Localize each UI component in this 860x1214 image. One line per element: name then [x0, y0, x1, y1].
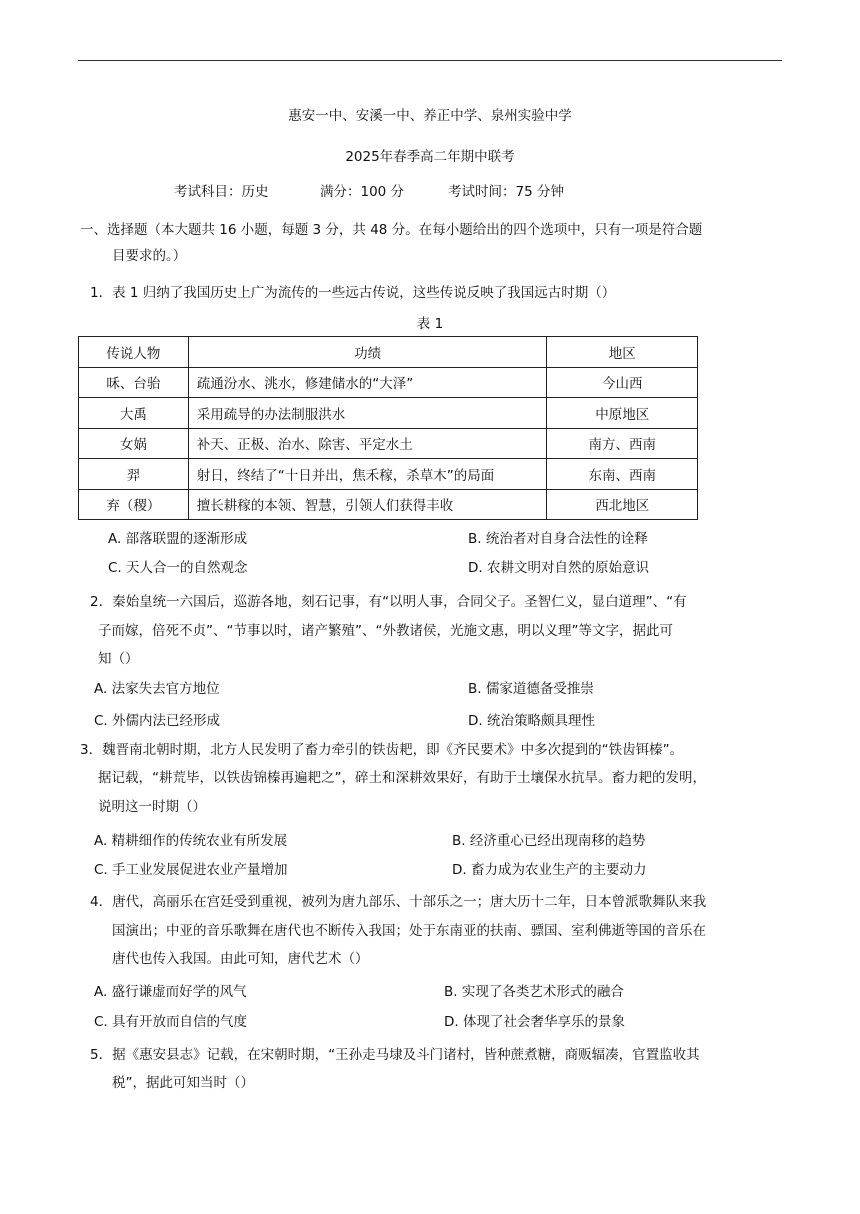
exam-subject: 考试科目：历史: [174, 184, 269, 200]
table-row: [79, 428, 698, 459]
question-1-option-b: B. 统治者对自身合法性的诠释: [468, 531, 648, 547]
table-row: [79, 398, 698, 429]
table-row: [79, 367, 698, 398]
section-heading-cont: 目要求的。）: [112, 248, 187, 264]
question-2-option-d: D. 统治策略颇具理性: [468, 713, 595, 729]
question-3-stem: 说明这一时期（）: [98, 799, 206, 815]
question-4-stem: 国演出；中亚的音乐歌舞在唐代也不断传入我国；处于东南亚的扶南、骠国、室利佛逝等国的音乐在: [112, 923, 706, 939]
question-4-option-c: C. 具有开放而自信的气度: [94, 1014, 248, 1030]
table-cell-figure: 羿: [79, 459, 189, 490]
question-3-option-d: D. 畜力成为农业生产的主要动力: [452, 862, 647, 878]
question-1-stem: 1．表 1 归纳了我国历史上广为流传的一些远古传说，这些传说反映了我国远古时期（）: [90, 285, 616, 301]
full-score: 满分：100 分: [320, 184, 405, 200]
table-cell-deeds: 射日，终结了“十日并出，焦禾稼，杀草木”的局面: [188, 459, 547, 490]
school-names: 惠安一中、安溪一中、养正中学、泉州实验中学: [288, 108, 572, 124]
table-cell-figure: 咊、台骀: [79, 367, 189, 398]
question-2-option-a: A. 法家失去官方地位: [94, 681, 220, 697]
table-cell-region: 中原地区: [547, 398, 698, 429]
top-rule: [78, 60, 782, 61]
question-5-stem: 税”，据此可知当时（）: [112, 1075, 254, 1091]
question-3-stem: 据记载，“耕荒毕，以铁齿锦榛再遍耙之”，碎土和深耕效果好，有助于土壤保水抗旱。畜力耙的发明，: [98, 770, 706, 786]
table-header-deeds: 功绩: [188, 337, 547, 368]
question-4-stem: 唐代也传入我国。由此可知，唐代艺术（）: [112, 951, 369, 967]
table-row: [79, 459, 698, 490]
question-2-stem: 知（）: [98, 651, 139, 667]
question-2-stem: 子而嫁，倍死不贞”、“节事以时，诸产繁殖”、“外教诸侯，光施文惠，明以义理”等文字，据此可: [98, 623, 673, 639]
table-cell-region: 今山西: [547, 367, 698, 398]
question-1-option-a: A. 部落联盟的逐渐形成: [108, 531, 248, 547]
exam-time: 考试时间：75 分钟: [448, 184, 564, 200]
section-heading: 一、选择题（本大题共 16 小题，每题 3 分，共 48 分。在每小题给出的四个选项中，只有一项是符合题: [80, 222, 703, 238]
table-cell-deeds: 补天、正极、治水、除害、平定水土: [188, 428, 547, 459]
table-cell-figure: 大禹: [79, 398, 189, 429]
question-4-option-b: B. 实现了各类艺术形式的融合: [444, 984, 624, 1000]
question-2-option-c: C. 外儒内法已经形成: [94, 713, 221, 729]
table-header-region: 地区: [547, 337, 698, 368]
question-2-stem: 2．秦始皇统一六国后，巡游各地，刻石记事，有“以明人事，合同父子。圣智仁义，显白道理”、“有: [90, 594, 687, 610]
table-row: [79, 489, 698, 520]
question-3-option-b: B. 经济重心已经出现南移的趋势: [452, 833, 646, 849]
table-header-figure: 传说人物: [79, 337, 189, 368]
table-header-row: [79, 337, 698, 368]
table-cell-deeds: 擅长耕稼的本领、智慧，引领人们获得丰收: [188, 489, 547, 520]
question-1-option-d: D. 农耕文明对自然的原始意识: [468, 560, 649, 576]
question-5-stem: 5．据《惠安县志》记载，在宋朝时期，“王孙走马埭及斗门诸村，皆种蔗煮糖，商贩辐凑，官置监收其: [90, 1047, 700, 1063]
table-cell-deeds: 采用疏导的办法制服洪水: [188, 398, 547, 429]
table-cell-region: 南方、西南: [547, 428, 698, 459]
question-3-option-c: C. 手工业发展促进农业产量增加: [94, 862, 288, 878]
question-3-stem: 3．魏晋南北朝时期，北方人民发明了畜力牵引的铁齿耙，即《齐民要术》中多次提到的“铁齿铒榛”。: [80, 742, 684, 758]
legend-table: [78, 336, 698, 520]
exam-title: 2025年春季高二年期中联考: [345, 149, 515, 165]
table-cell-figure: 弃（稷）: [79, 489, 189, 520]
table-cell-deeds: 疏通汾水、洮水，修建储水的“大泽”: [188, 367, 547, 398]
question-3-option-a: A. 精耕细作的传统农业有所发展: [94, 833, 288, 849]
table-cell-figure: 女娲: [79, 428, 189, 459]
table-caption: 表 1: [416, 316, 444, 332]
question-4-option-a: A. 盛行谦虚而好学的风气: [94, 984, 247, 1000]
question-4-stem: 4．唐代，高丽乐在宫廷受到重视，被列为唐九部乐、十部乐之一；唐大历十二年，日本曾派歌舞队来我: [90, 894, 707, 910]
table-cell-region: 东南、西南: [547, 459, 698, 490]
table-cell-region: 西北地区: [547, 489, 698, 520]
question-4-option-d: D. 体现了社会奢华享乐的景象: [444, 1014, 625, 1030]
question-1-option-c: C. 天人合一的自然观念: [108, 560, 248, 576]
question-2-option-b: B. 儒家道德备受推崇: [468, 681, 594, 697]
